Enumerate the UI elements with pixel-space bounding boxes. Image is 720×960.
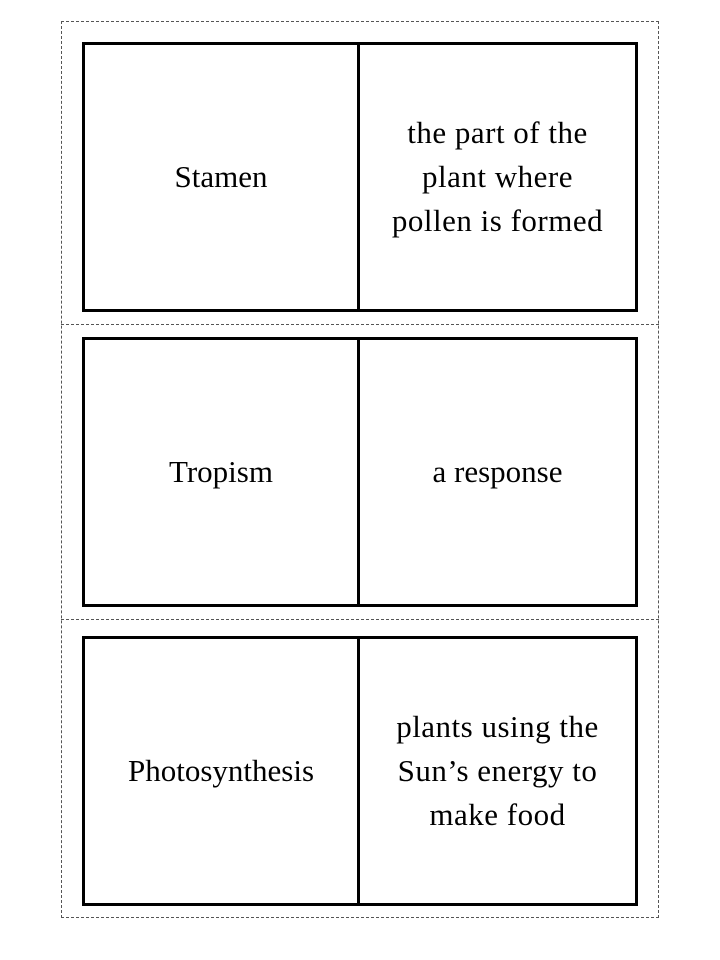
cut-line-1	[61, 324, 659, 325]
card-definition: plants using the Sun’s energy to make food	[396, 709, 599, 832]
card-term: Tropism	[85, 340, 360, 604]
vocabulary-card-1	[82, 42, 638, 312]
card-term: Stamen	[85, 45, 360, 309]
card-definition: a response	[432, 454, 563, 489]
vocabulary-card-2	[82, 337, 638, 607]
vocabulary-card-3	[82, 636, 638, 906]
card-definition: the part of the plant where pollen is formed	[391, 115, 604, 238]
card-term: Photosynthesis	[85, 639, 360, 903]
cut-line-2	[61, 619, 659, 620]
